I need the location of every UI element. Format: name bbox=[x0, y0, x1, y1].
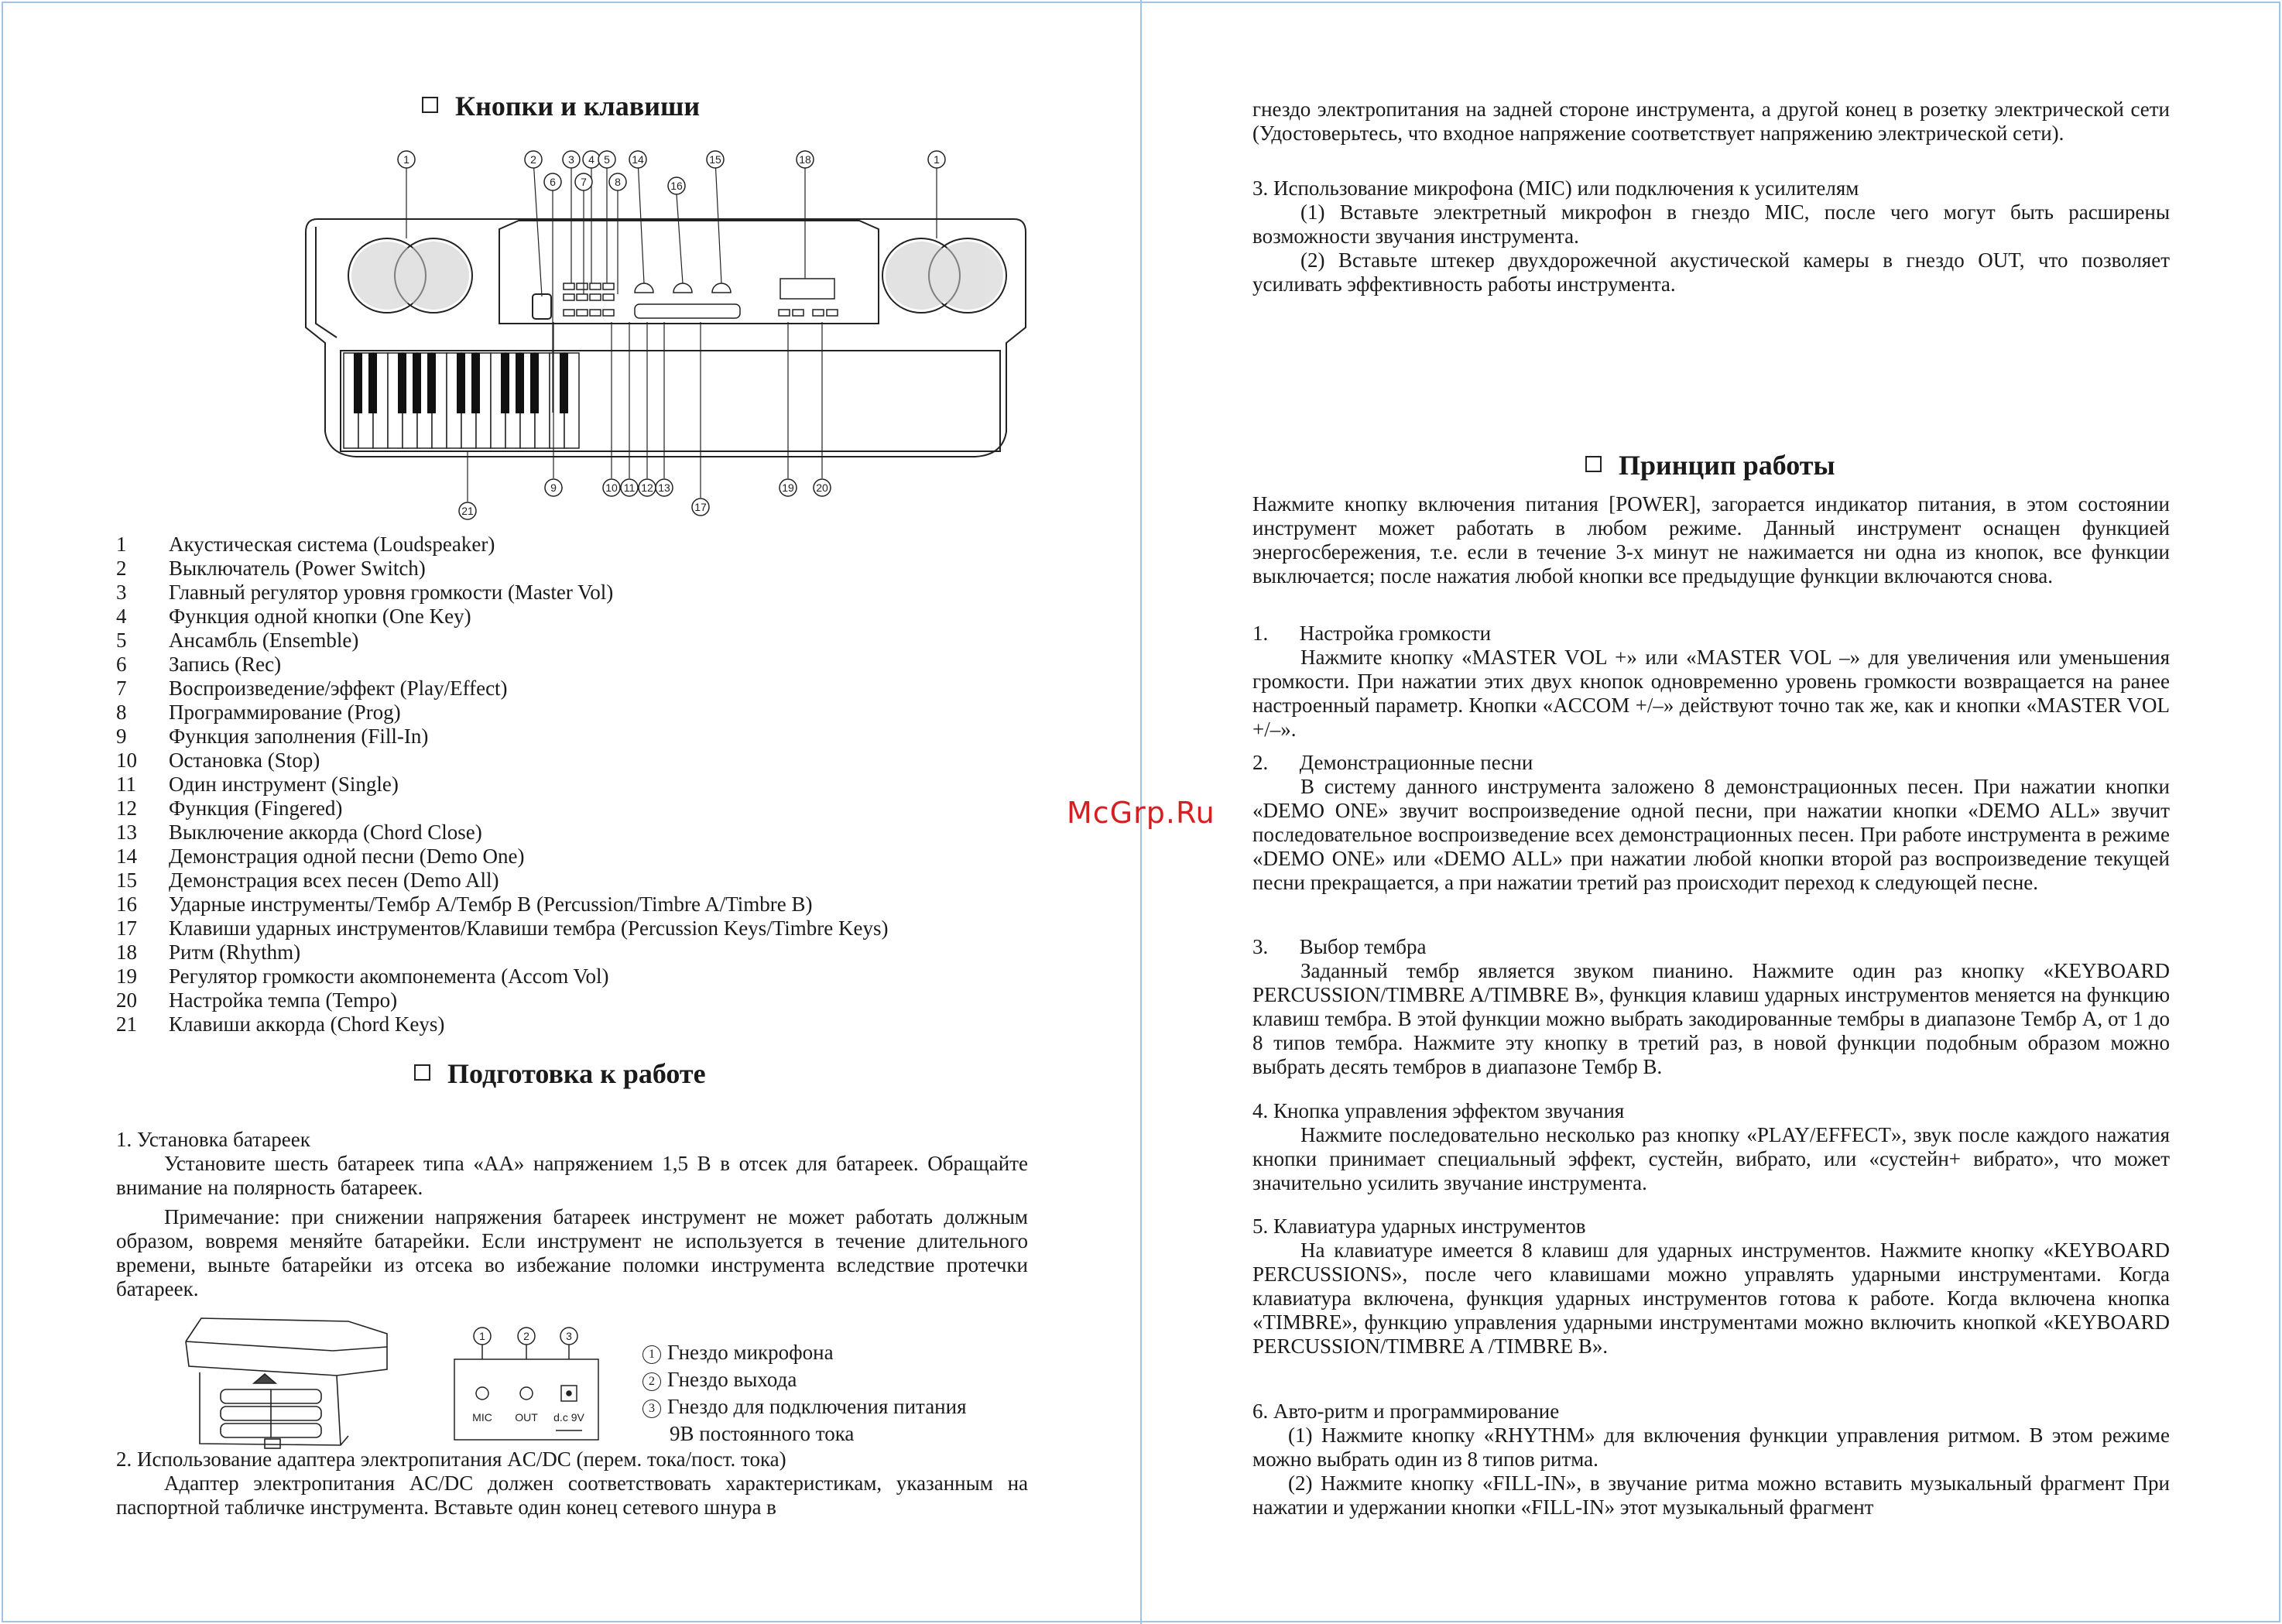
list-item bbox=[116, 845, 889, 869]
callout-1 bbox=[474, 1328, 491, 1345]
jack-legend-2 bbox=[642, 1368, 797, 1392]
callout-7 bbox=[575, 173, 592, 190]
item-number: 7 bbox=[116, 677, 127, 700]
callout-label: 2 bbox=[523, 1330, 529, 1342]
item-number: 19 bbox=[116, 964, 137, 988]
checkbox-square-icon bbox=[1585, 456, 1602, 472]
callout-label: 1 bbox=[479, 1330, 485, 1342]
item-label: Ансамбль (Ensemble) bbox=[169, 629, 359, 652]
callout-13 bbox=[656, 479, 673, 496]
paragraph: На клавиатуре имеется 8 клавиш для ударных инструментов. Нажмите кнопку «KEYBOARD PERCUSSIONS», после чего клавишами можно управлять ударными инструментами. Когда клавиатура включена, функция ударных инструментов готова к работе. Когда включена кнопка «TIMBRE», функцию управления ударными инструментами можно включить кнопкой «KEYBOARD PERCUSSION/TIMBRE A /TIMBRE B». bbox=[1252, 1239, 2170, 1358]
subsection-title: 3. Выбор тембра bbox=[1252, 935, 1427, 958]
item-label: Настройка темпа (Tempo) bbox=[169, 988, 398, 1012]
paragraph: В систему данного инструмента заложено 8 демонстрационных песен. При нажатии кнопки «DEMO ONE» звучит воспроизведение одной песни, при нажатии кнопки «DEMO ALL» звучит последовательное воспроизведение всех демонстрационных песен. При работе инструмента в режиме «DEMO ONE» или «DEMO ALL» при нажатии любой кнопки второй раз воспроизведение текущей песни прекращается, а при нажатии третий раз происходит переход к следующей песне. bbox=[1252, 775, 2170, 894]
subsection-title: 3. Использование микрофона (MIC) или подключения к усилителям bbox=[1252, 176, 1859, 200]
item-number: 9 bbox=[116, 725, 127, 748]
callout-label: 17 bbox=[694, 501, 707, 513]
callout-14 bbox=[629, 151, 646, 168]
list-item bbox=[116, 869, 889, 893]
callout-label: 1 bbox=[403, 153, 409, 166]
item-number: 8 bbox=[116, 701, 127, 724]
callout-5 bbox=[598, 151, 615, 168]
callout-label: 4 bbox=[588, 153, 594, 166]
callout-20 bbox=[814, 479, 831, 496]
section-title-operation bbox=[1585, 450, 1835, 481]
parts-list bbox=[116, 533, 889, 1036]
callout-21 bbox=[459, 502, 476, 519]
item-number: 2 bbox=[116, 557, 127, 580]
section-title-text: Кнопки и клавиши bbox=[455, 91, 701, 122]
subsection-title: 1. Установка батареек bbox=[116, 1128, 310, 1151]
item-label: Регулятор громкости акомпонемента (Accom Vol) bbox=[169, 964, 609, 988]
callout-label: 6 bbox=[550, 176, 556, 188]
item-number: 20 bbox=[116, 988, 137, 1012]
item-label: Выключатель (Power Switch) bbox=[169, 557, 426, 580]
list-item bbox=[116, 916, 889, 940]
watermark: McGrp.Ru bbox=[1067, 796, 1215, 830]
paragraph: (1) Нажмите кнопку «RHYTHM» для включения функции управления ритмом. В этом режиме можно выбрать один из 8 типов ритма. bbox=[1252, 1424, 2170, 1471]
jack-legend-3-cont: 9В постоянного тока bbox=[670, 1422, 855, 1445]
list-item bbox=[116, 725, 889, 749]
callout-17 bbox=[692, 499, 709, 516]
section-title-text: Принцип работы bbox=[1619, 450, 1835, 481]
callout-label: 11 bbox=[623, 481, 636, 494]
callout-12 bbox=[639, 479, 656, 496]
list-item bbox=[116, 533, 889, 557]
item-number: 10 bbox=[116, 749, 137, 772]
callout-8 bbox=[609, 173, 626, 190]
section-title-buttons bbox=[422, 91, 701, 122]
subsection-title: 2. Демонстрационные песни bbox=[1252, 751, 1533, 774]
item-label: Акустическая система (Loudspeaker) bbox=[169, 533, 495, 556]
subsection-title: 6. Авто-ритм и программирование bbox=[1252, 1400, 1560, 1423]
callout-1-left bbox=[398, 151, 415, 168]
item-number: 6 bbox=[116, 653, 127, 676]
item-label: Ударные инструменты/Тембр A/Тембр B (Percussion/Timbre A/Timbre B) bbox=[169, 893, 813, 916]
mic-jack-label: MIC bbox=[472, 1411, 492, 1424]
circled-number: 3 bbox=[642, 1400, 661, 1418]
callout-label: 20 bbox=[816, 481, 828, 494]
item-label: Демонстрация одной песни (Demo One) bbox=[169, 845, 525, 868]
callout-15 bbox=[707, 151, 724, 168]
item-label: Клавиши аккорда (Chord Keys) bbox=[169, 1012, 445, 1036]
callout-label: 3 bbox=[568, 153, 574, 166]
list-item bbox=[116, 773, 889, 797]
callout-label: 8 bbox=[615, 176, 621, 188]
callout-label: 14 bbox=[632, 153, 644, 166]
out-jack-label: OUT bbox=[515, 1411, 538, 1424]
jack-panel-diagram bbox=[445, 1322, 654, 1446]
item-label: Демонстрация всех песен (Demo All) bbox=[169, 869, 499, 892]
list-item bbox=[116, 557, 889, 581]
list-item bbox=[116, 749, 889, 773]
callout-label: 2 bbox=[530, 153, 536, 166]
paragraph: Нажмите последовательно несколько раз кнопку «PLAY/EFFECT», звук после каждого нажатия кнопки принимает специальный эффект, сустейн, вибрато, или «сустейн+ вибрато», что может значительно усилить звучание инструмента. bbox=[1252, 1123, 2170, 1194]
list-item bbox=[116, 964, 889, 988]
item-number: 12 bbox=[116, 797, 137, 820]
subsection-title: 2. Использование адаптера электропитания AC/DC (перем. тока/пост. тока) bbox=[116, 1448, 786, 1471]
jack-legend-3 bbox=[642, 1395, 967, 1419]
paragraph: Заданный тембр является звуком пианино. Нажмите один раз кнопку «KEYBOARD PERCUSSION/TIMBRE A/TIMBRE B», функция клавиш ударных инструментов меняется на функцию клавиш тембра. В этой функции можно выбрать закодированные тембры в диапазоне Тембр A, от 1 до 8 типов тембра. Нажмите эту кнопку в третий раз, в новой функции подобным образом можно выбрать десять тембров в диапазоне Тембр B. bbox=[1252, 959, 2170, 1078]
list-item bbox=[116, 893, 889, 916]
keyboard-diagram bbox=[201, 146, 1053, 525]
paragraph: Установите шесть батареек типа «АА» напряжением 1,5 В в отсек для батареек. Обращайте внимание на полярность батареек. bbox=[116, 1152, 1028, 1199]
paragraph: (1) Вставьте электретный микрофон в гнездо MIC, после чего могут быть расширены возможности звучания инструмента. bbox=[1252, 200, 2170, 248]
list-item bbox=[116, 629, 889, 653]
list-item bbox=[116, 701, 889, 725]
subsection-title: 5. Клавиатура ударных инструментов bbox=[1252, 1215, 1586, 1238]
callout-9 bbox=[545, 479, 562, 496]
list-item bbox=[116, 821, 889, 845]
callout-18 bbox=[797, 151, 814, 168]
item-label: Один инструмент (Single) bbox=[169, 773, 399, 796]
list-item bbox=[116, 605, 889, 629]
callout-label: 10 bbox=[605, 481, 618, 494]
item-label: Запись (Rec) bbox=[169, 653, 282, 676]
paragraph: Нажмите кнопку включения питания [POWER], загорается индикатор питания, в этом состоянии инструмент может работать в любом режиме. Данный инструмент оснащен функцией энергосбережения, т.е. если в течение 3-х минут не нажимается ни одна из кнопок, все функции выключается; после нажатия любой кнопки все предыдущие функции включаются снова. bbox=[1252, 492, 2170, 588]
list-item bbox=[116, 940, 889, 964]
item-label: Программирование (Prog) bbox=[169, 701, 401, 724]
callout-3 bbox=[560, 1328, 577, 1345]
dc-jack-label: d.c 9V bbox=[553, 1411, 584, 1424]
checkbox-square-icon bbox=[414, 1064, 430, 1081]
callout-10 bbox=[603, 479, 620, 496]
legend-text: Гнездо для подключения питания bbox=[667, 1395, 967, 1418]
callout-2 bbox=[525, 151, 542, 168]
subsection-title: 1. Настройка громкости bbox=[1252, 622, 1492, 645]
callout-label: 13 bbox=[658, 481, 670, 494]
checkbox-square-icon bbox=[422, 97, 438, 113]
list-item bbox=[116, 797, 889, 821]
list-item bbox=[116, 988, 889, 1012]
item-number: 1 bbox=[116, 533, 127, 556]
speaker-grille bbox=[351, 242, 1003, 310]
callout-6 bbox=[544, 173, 561, 190]
battery-compartment-diagram bbox=[178, 1312, 433, 1451]
item-number: 15 bbox=[116, 869, 137, 892]
callout-label: 18 bbox=[799, 153, 811, 166]
callout-1-right bbox=[928, 151, 945, 168]
callout-3 bbox=[563, 151, 580, 168]
callout-label: 9 bbox=[550, 481, 557, 494]
item-label: Функция одной кнопки (One Key) bbox=[169, 605, 471, 628]
item-label: Остановка (Stop) bbox=[169, 749, 320, 772]
callout-label: 7 bbox=[581, 176, 587, 188]
item-label: Функция (Fingered) bbox=[169, 797, 343, 820]
section-title-text: Подготовка к работе bbox=[447, 1058, 706, 1089]
legend-text: Гнездо микрофона bbox=[667, 1341, 834, 1364]
item-number: 21 bbox=[116, 1012, 137, 1036]
list-item bbox=[116, 581, 889, 605]
callout-19 bbox=[780, 479, 797, 496]
item-number: 14 bbox=[116, 845, 137, 868]
paragraph: Нажмите кнопку «MASTER VOL +» или «MASTER VOL –» для увеличения или уменьшения громкости. При нажатии этих двух кнопок одновременно уровень громкости возвращается на ранее настроенный параметр. Кнопки «ACCOM +/–» действуют точно так же, как и кнопки «MASTER VOL +/–». bbox=[1252, 646, 2170, 741]
callout-label: 16 bbox=[670, 180, 683, 192]
section-title-preparation bbox=[414, 1058, 706, 1089]
callout-label: 21 bbox=[461, 505, 474, 517]
paragraph: (2) Вставьте штекер двухдорожечной акустической камеры в гнездо OUT, что позволяет усиливать эффективность работы инструмента. bbox=[1252, 248, 2170, 296]
callout-label: 5 bbox=[604, 153, 610, 166]
paragraph: (2) Нажмите кнопку «FILL-IN», в звучание ритма можно вставить музыкальный фрагмент При нажатии и удержании кнопки «FILL-IN» этот музыкальный фрагмент bbox=[1252, 1472, 2170, 1519]
item-number: 13 bbox=[116, 821, 137, 844]
list-item bbox=[116, 1012, 889, 1036]
callout-label: 15 bbox=[709, 153, 721, 166]
callout-16 bbox=[668, 177, 685, 194]
circled-number: 2 bbox=[642, 1372, 661, 1391]
paragraph: гнездо электропитания на задней стороне инструмента, а другой конец в розетку электрической сети (Удостоверьтесь, что входное напряжение соответствует напряжению электрической сети). bbox=[1252, 98, 2170, 145]
subsection-title: 4. Кнопка управления эффектом звучания bbox=[1252, 1099, 1625, 1122]
item-label: Клавиши ударных инструментов/Клавиши тембра (Percussion Keys/Timbre Keys) bbox=[169, 916, 889, 940]
item-label: Выключение аккорда (Chord Close) bbox=[169, 821, 482, 844]
circled-number: 1 bbox=[642, 1345, 661, 1364]
jack-legend-1 bbox=[642, 1341, 834, 1365]
paragraph: Адаптер электропитания AC/DC должен соответствовать характеристикам, указанным на паспортной табличке инструмента. Вставьте один конец сетевого шнура в bbox=[116, 1472, 1028, 1519]
callout-11 bbox=[621, 479, 638, 496]
callout-label: 1 bbox=[934, 153, 940, 166]
item-label: Главный регулятор уровня громкости (Master Vol) bbox=[169, 581, 614, 604]
callout-label: 3 bbox=[566, 1330, 572, 1342]
list-item bbox=[116, 653, 889, 677]
callout-label: 12 bbox=[641, 481, 653, 494]
item-number: 4 bbox=[116, 605, 127, 628]
item-number: 17 bbox=[116, 916, 137, 940]
list-item bbox=[116, 677, 889, 701]
callout-2 bbox=[518, 1328, 535, 1345]
item-label: Воспроизведение/эффект (Play/Effect) bbox=[169, 677, 508, 700]
legend-text: Гнездо выхода bbox=[667, 1368, 797, 1391]
item-label: Функция заполнения (Fill-In) bbox=[169, 725, 429, 748]
item-number: 11 bbox=[116, 773, 136, 796]
item-number: 18 bbox=[116, 940, 137, 964]
item-number: 16 bbox=[116, 893, 137, 916]
item-label: Ритм (Rhythm) bbox=[169, 940, 301, 964]
paragraph: Примечание: при снижении напряжения батареек инструмент не может работать должным образом, вовремя меняйте батарейки. Если инструмент не используется в течение длительного времени, выньте батарейки из отсека во избежание поломки инструмента вследствие протечки батареек. bbox=[116, 1205, 1028, 1300]
callout-label: 19 bbox=[782, 481, 794, 494]
callout-4 bbox=[583, 151, 600, 168]
item-number: 5 bbox=[116, 629, 127, 652]
item-number: 3 bbox=[116, 581, 127, 604]
